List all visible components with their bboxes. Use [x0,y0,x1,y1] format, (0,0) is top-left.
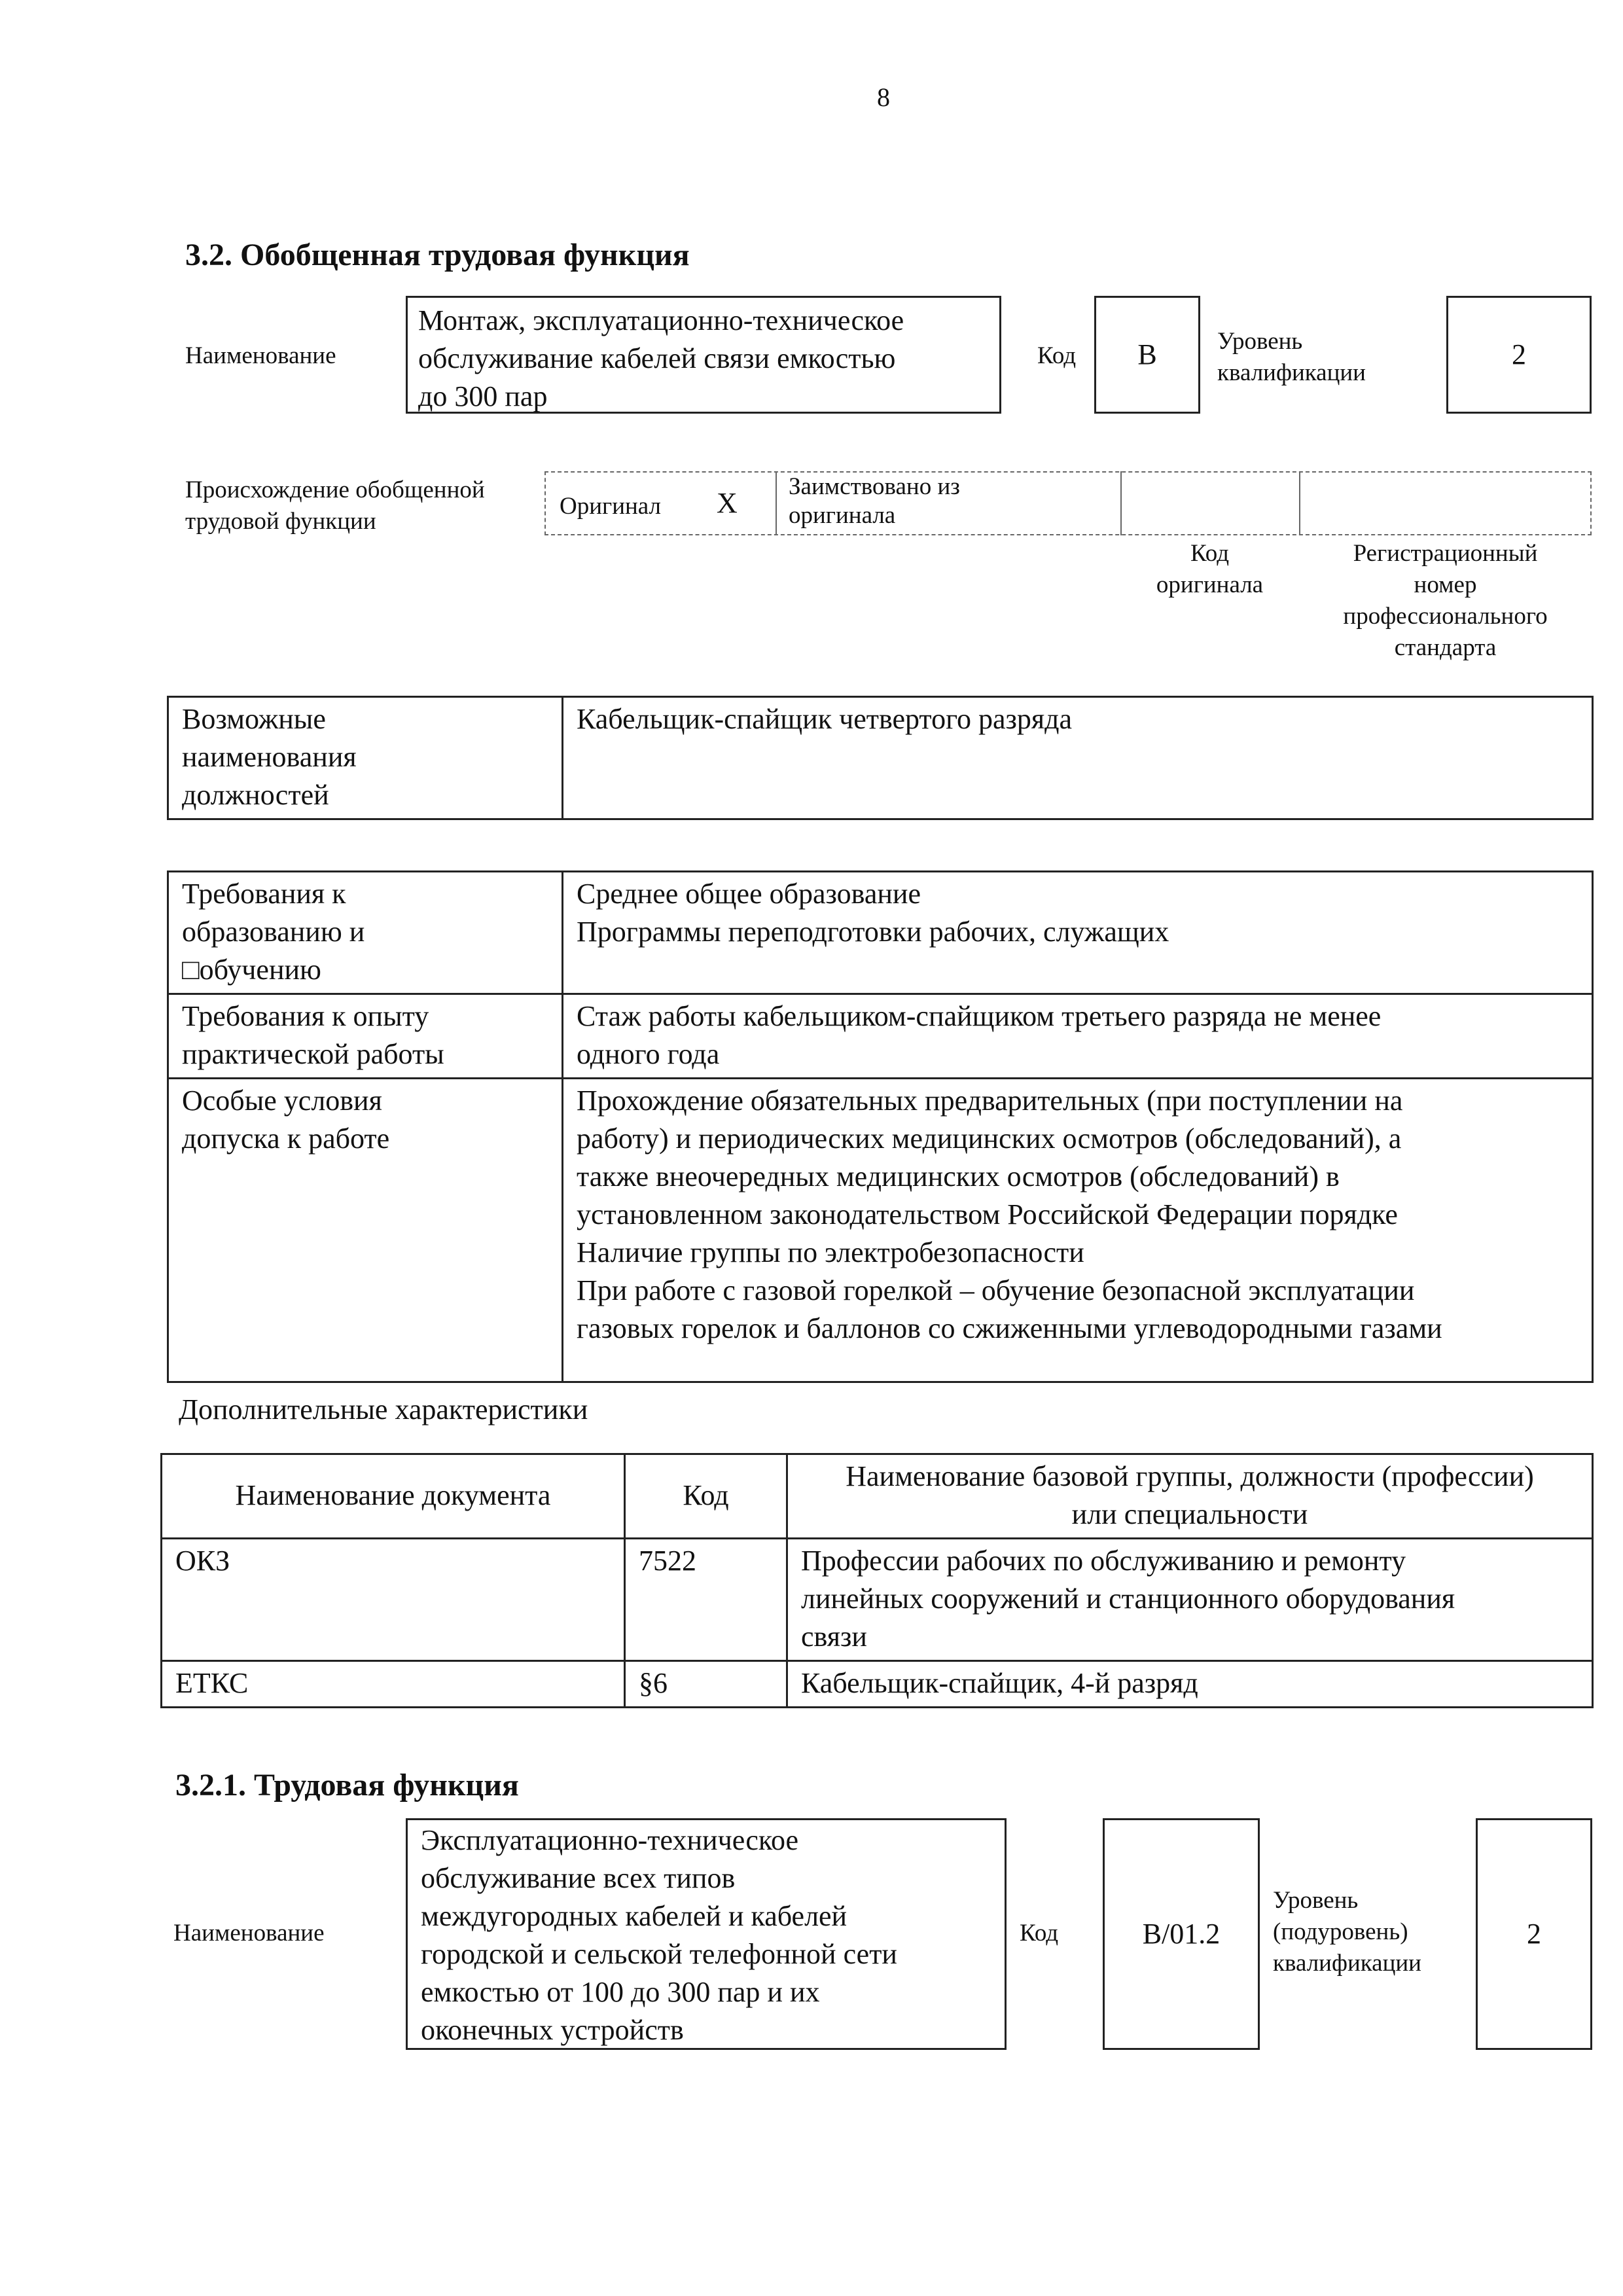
origin-label [185,475,485,537]
req-value-line: Стаж работы кабельщиком-спайщиком третьего разряда не менее [577,1000,1382,1032]
tf-level-label [1273,1885,1421,1979]
req-value-line: работу) и периодических медицинских осмотров (обследований), а [577,1122,1402,1155]
section-heading-gtf: 3.2. Обобщенная трудовая функция [185,238,690,272]
req-label-line: Требования к [182,878,346,910]
req-label-cell [168,872,563,994]
tf-code-box [1103,1818,1260,2050]
gtf-level-label-line: квалификации [1217,359,1366,386]
gtf-level-value: 2 [1512,338,1526,370]
cell-doc: ЕТКС [162,1661,625,1708]
section-heading-tf: 3.2.1. Трудовая функция [175,1768,519,1803]
req-label-line: Особые условия [182,1085,382,1117]
gtf-code-label: Код [1037,342,1077,369]
positions-label-line: наименования [182,741,357,773]
additional-heading: Дополнительные характеристики [179,1393,588,1426]
cell-code: §6 [625,1661,787,1708]
gtf-level-box [1446,296,1592,414]
req-value-line: Наличие группы по электробезопасности [577,1236,1084,1268]
table-row [168,697,1593,819]
col-header-code: Код [625,1454,787,1539]
gtf-name-box [406,296,1001,414]
req-value-line: При работе с газовой горелкой – обучение безопасной эксплуатации [577,1274,1415,1306]
tf-code-value: В/01.2 [1142,1918,1221,1950]
table-row [168,1079,1593,1382]
origin-original-label: Оригинал [560,493,662,520]
tf-level-box [1476,1818,1592,2050]
origin-code-caption-line: Код [1190,540,1230,567]
req-value-line: газовых горелок и баллонов со сжиженными углеводородными газами [577,1312,1442,1344]
tf-name-line: оконечных устройств [421,2014,684,2046]
table-row [168,994,1593,1079]
cell-name-line: линейных сооружений и станционного оборудования [801,1583,1455,1615]
positions-label-line: Возможные [182,703,326,735]
origin-divider [1299,471,1300,535]
origin-label-line: Происхождение обобщенной [185,476,485,503]
origin-divider [1120,471,1122,535]
tf-name-line: обслуживание всех типов [421,1862,736,1894]
origin-reg-caption-line: профессионального [1343,603,1548,630]
table-row [168,872,1593,994]
origin-reg-caption-line: Регистрационный [1353,540,1538,567]
origin-borrowed-label [789,473,960,530]
origin-reg-caption-line: номер [1414,571,1477,598]
gtf-name-label: Наименование [185,342,336,369]
req-label-line: практической работы [182,1038,444,1070]
positions-table [167,696,1594,820]
col-header-name [787,1454,1593,1539]
origin-original-mark: X [717,487,738,519]
tf-name-box [406,1818,1007,2050]
req-value-line: установленном законодательством Российской Федерации порядке [577,1198,1398,1230]
tf-level-value: 2 [1527,1918,1541,1950]
tf-name-line: городской и сельской телефонной сети [421,1938,897,1970]
req-label-line: образованию и [182,916,365,948]
req-label-line: □обучению [182,954,321,986]
origin-strip [544,471,1592,535]
gtf-code-value: В [1137,338,1157,370]
tf-name-label: Наименование [173,1920,325,1946]
origin-label-line: трудовой функции [185,508,376,535]
col-header-name-line: Наименование базовой группы, должности (профессии) [846,1460,1534,1492]
origin-code-caption [1120,538,1299,601]
origin-divider [776,471,777,535]
gtf-name-line: Монтаж, эксплуатационно-техническое [418,304,904,336]
origin-code-caption-line: оригинала [1156,571,1264,598]
origin-reg-caption [1299,538,1592,664]
col-header-doc: Наименование документа [162,1454,625,1539]
tf-level-label-line: (подуровень) [1273,1918,1408,1945]
cell-name-line: Профессии рабочих по обслуживанию и ремонту [801,1545,1406,1577]
additional-table [160,1453,1594,1708]
req-label-line: допуска к работе [182,1122,390,1155]
req-value-line: одного года [577,1038,720,1070]
cell-code: 7522 [625,1539,787,1661]
tf-name-line: междугородных кабелей и кабелей [421,1900,847,1932]
page-number: 8 [877,82,890,112]
gtf-name-line: обслуживание кабелей связи емкостью [418,342,896,374]
req-label-cell [168,994,563,1079]
positions-value: Кабельщик-спайщик четвертого разряда [577,703,1073,735]
requirements-table [167,870,1594,1383]
positions-label-cell [168,697,563,819]
col-header-name-line: или специальности [1071,1498,1308,1530]
cell-name [787,1539,1593,1661]
req-label-cell [168,1079,563,1382]
table-row [162,1661,1593,1708]
table-row [162,1454,1593,1539]
gtf-name-line: до 300 пар [418,380,548,412]
positions-label-line: должностей [182,779,329,811]
req-value-cell [563,994,1593,1079]
positions-value-cell [563,697,1593,819]
tf-name-line: емкостью от 100 до 300 пар и их [421,1976,820,2008]
table-row [162,1539,1593,1661]
req-value-cell [563,1079,1593,1382]
tf-level-label-line: квалификации [1273,1950,1421,1977]
gtf-level-label-line: Уровень [1217,328,1303,355]
req-value-line: также внеочередных медицинских осмотров (обследований) в [577,1160,1340,1193]
origin-borrowed-line: оригинала [789,502,896,529]
tf-code-label: Код [1020,1920,1059,1946]
req-label-line: Требования к опыту [182,1000,429,1032]
cell-doc: ОКЗ [162,1539,625,1661]
tf-name-line: Эксплуатационно-техническое [421,1824,799,1856]
cell-name-line: связи [801,1621,867,1653]
gtf-code-box [1094,296,1200,414]
origin-borrowed-line: Заимствовано из [789,473,960,500]
req-value-line: Среднее общее образование [577,878,921,910]
cell-name-line: Кабельщик-спайщик, 4-й разряд [801,1667,1198,1699]
gtf-level-label [1217,326,1366,389]
cell-name [787,1661,1593,1708]
origin-reg-caption-line: стандарта [1394,634,1497,661]
req-value-cell [563,872,1593,994]
req-value-line: Прохождение обязательных предварительных (при поступлении на [577,1085,1403,1117]
req-value-line: Программы переподготовки рабочих, служащих [577,916,1169,948]
tf-level-label-line: Уровень [1273,1887,1359,1914]
